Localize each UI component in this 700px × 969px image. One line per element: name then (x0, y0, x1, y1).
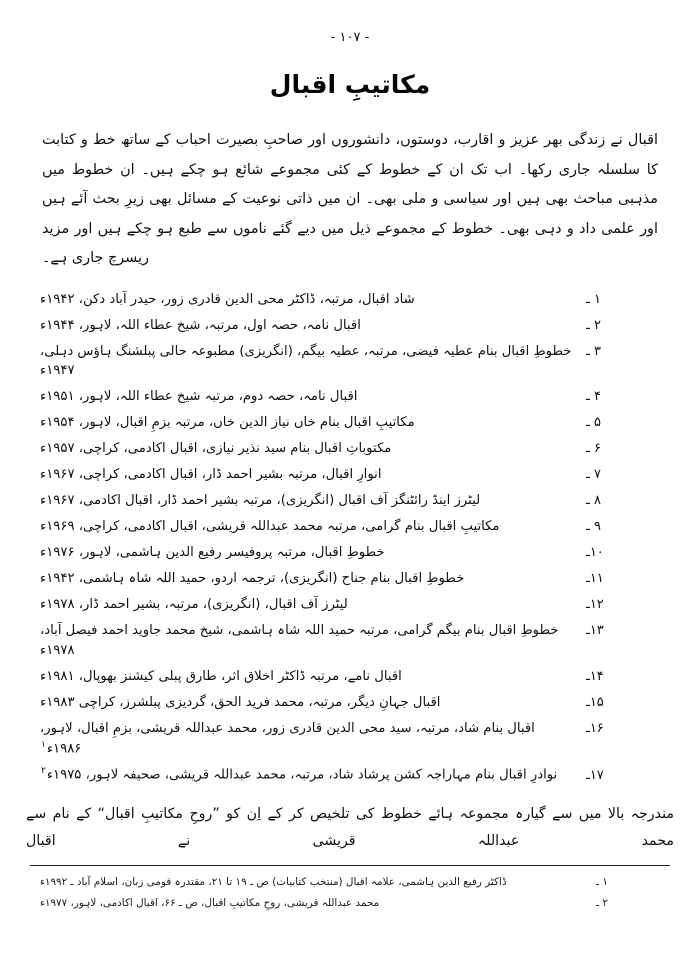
biblio-row (40, 413, 660, 433)
biblio-item-text: اقبال بنام شاد، مرتبہ، سید محی الدین قادری زور، محمد عبداللہ قریشی، بزمِ اقبال، لاہور، ۱۹۸۶ء$^۱$ (40, 721, 535, 757)
biblio-row (40, 595, 660, 615)
biblio-item-text: لیٹرز اینڈ رائٹنگز آف اقبال (انگریزی)، مرتبہ بشیر احمد ڈار، اقبال اکادمی، ۱۹۶۷ء (40, 493, 481, 509)
footnote-row (40, 894, 660, 912)
biblio-row (40, 693, 660, 713)
biblio-item-number: ۱۶ـ (586, 721, 604, 737)
biblio-row (40, 543, 660, 563)
biblio-item-number: ۹ ـ (586, 519, 601, 535)
biblio-row (40, 491, 660, 511)
biblio-row (40, 342, 660, 382)
biblio-row (40, 290, 660, 310)
biblio-item-text: خطوطِ اقبال، مرتبہ پروفیسر رفیع الدین ہاشمی، لاہور، ۱۹۷۶ء (40, 545, 385, 561)
biblio-item-text: خطوطِ اقبال بنام عطیہ فیضی، مرتبہ، عطیہ بیگم، (انگریزی) مطبوعہ حالی پبلشنگ ہاؤس دہلی، ۱۹۴۷ء (40, 343, 572, 379)
biblio-row (40, 316, 660, 336)
biblio-item-number: ۱۵ـ (586, 695, 604, 711)
biblio-item-number: ۷ ـ (586, 467, 601, 483)
biblio-item-number: ۱۱ـ (586, 571, 604, 587)
biblio-item-text: انوارِ اقبال، مرتبہ بشیر احمد ڈار، اقبال اکادمی، کراچی، ۱۹۶۷ء (40, 467, 382, 483)
intro-paragraph-block (42, 126, 658, 274)
biblio-item-text: اقبال نامے، مرتبہ ڈاکٹر اخلاق اثر، طارق پبلی کیشنز بھوپال، ۱۹۸۱ء (40, 669, 402, 685)
biblio-row (40, 667, 660, 687)
biblio-row (40, 387, 660, 407)
biblio-row (40, 621, 660, 661)
footnote-divider (30, 865, 670, 866)
footnote-row (40, 873, 660, 891)
biblio-row (40, 439, 660, 459)
biblio-row (40, 719, 660, 759)
biblio-item-text: نوادرِ اقبال بنام مہاراجہ کشن پرشاد شاد، مرتبہ، محمد عبداللہ قریشی، صحیفہ لاہور، ۱۹۷۵ء$^۲$ (41, 766, 558, 783)
intro-paragraph: اقبال نے زندگی بھر عزیز و اقارب، دوستوں، دانشوروں اور صاحبِ بصیرت احباب کے ساتھ خط و کتابت کا سلسلہ جاری رکھا۔ اب تک ان کے خطوط کے کئی مجموعے شائع ہو چکے ہیں۔ ان خطوط میں مذہبی مباحث بھی ہیں اور سیاسی و ملی بھی۔ ان میں ذاتی نوعیت کے مسائل بھی زیرِ بحث آئے ہیں اور علمی داد و دہی بھی۔ خطوط کے مجموعے ذیل میں دیے گئے ناموں سے طبع ہو چکے ہیں اور مزید ریسرچ جاری ہے۔ (42, 132, 658, 267)
biblio-item-text: اقبال نامہ، حصہ اول، مرتبہ، شیخ عطاء اللہ، لاہور، ۱۹۴۴ء (40, 317, 361, 333)
biblio-item-text: اقبال نامہ، حصہ دوم، مرتبہ شیخ عطاء اللہ، لاہور، ۱۹۵۱ء (40, 389, 358, 405)
biblio-item-number: ۵ ـ (586, 415, 601, 431)
page-title: مکاتیبِ اقبال (269, 70, 431, 99)
footnote-text: محمد عبداللہ قریشی، روحِ مکاتیبِ اقبال، ص ـ ۶۶، اقبال اکادمی، لاہور، ۱۹۷۷ء (40, 896, 380, 909)
footnote-list (40, 873, 660, 911)
biblio-row (40, 569, 660, 589)
biblio-item-number: ۶ ـ (586, 441, 601, 457)
biblio-item-number: ۳ ـ (586, 343, 601, 359)
biblio-row (40, 465, 660, 485)
biblio-item-number: ۱۰ـ (586, 545, 604, 561)
biblio-item-text: لیٹرز آف اقبال، (انگریزی)، مرتبہ، بشیر احمد ڈار، ۱۹۷۸ء (40, 597, 348, 613)
biblio-item-number: ۱ ـ (586, 291, 601, 307)
biblio-item-text: مکاتیبِ اقبال بنام گرامی، مرتبہ محمد عبداللہ قریشی، اقبال اکادمی، کراچی، ۱۹۶۹ء (40, 519, 500, 535)
page-number: - ۱۰۷ - (330, 30, 370, 45)
biblio-item-text: اقبال جہانِ دیگر، مرتبہ، محمد فرید الحق، گردیزی پبلشرز، کراچی ۱۹۸۳ء (40, 695, 441, 711)
footnote-text: ڈاکٹر رفیع الدین ہاشمی، علامہ اقبال (منتخب کتابیات) ص ـ ۱۹ تا ۲۱، مقتدرہ قومی زبان، اسلام آباد ـ ۱۹۹۲ء (40, 876, 507, 889)
footnote-reference-marker: ۲ (41, 766, 46, 777)
biblio-item-number: ۱۴ـ (586, 669, 604, 685)
biblio-item-text: شاد اقبال، مرتبہ، ڈاکٹر محی الدین قادری زور، حیدر آباد دکن، ۱۹۴۲ء (40, 291, 415, 307)
biblio-item-text: مکاتیبِ اقبال بنام خاں نیاز الدین خاں، مرتبہ بزمِ اقبال، لاہور، ۱۹۵۴ء (40, 415, 415, 431)
biblio-item-number: ۱۲ـ (586, 597, 604, 613)
biblio-item-text: خطوطِ اقبال بنام بیگم گرامی، مرتبہ حمید اللہ شاہ ہاشمی، شیخ محمد جاوید احمد فیصل آباد، ۱۹۷۸ء (40, 623, 559, 659)
biblio-item-text: خطوطِ اقبال بنام جناح (انگریزی)، ترجمہ اردو، حمید اللہ شاہ ہاشمی، ۱۹۴۲ء (40, 571, 465, 587)
biblio-item-number: ۴ ـ (586, 389, 601, 405)
biblio-item-number: ۸ ـ (586, 493, 601, 509)
footnote-number: ۱ ـ (596, 876, 608, 889)
biblio-item-number: ۱۳ـ (586, 623, 604, 639)
biblio-item-text: مکتوباتِ اقبال بنام سید نذیر نیازی، اقبال اکادمی، کراچی، ۱۹۵۷ء (40, 441, 392, 457)
biblio-row (40, 765, 660, 785)
biblio-item-number: ۱۷ـ (586, 767, 604, 783)
footnote-number: ۲ ـ (596, 896, 608, 909)
closing-paragraph: مندرجہ بالا میں سے گیارہ مجموعہ ہائے خطوط کی تلخیص کر کے اِن کو ”روحِ مکاتیبِ اقبال“ کے نام سے محمد عبداللہ قریشی نے اقبال (26, 806, 674, 850)
biblio-row (40, 517, 660, 537)
footnote-reference-marker: ۱ (41, 739, 46, 750)
bibliography-list (40, 290, 660, 786)
biblio-item-number: ۲ ـ (586, 317, 601, 333)
